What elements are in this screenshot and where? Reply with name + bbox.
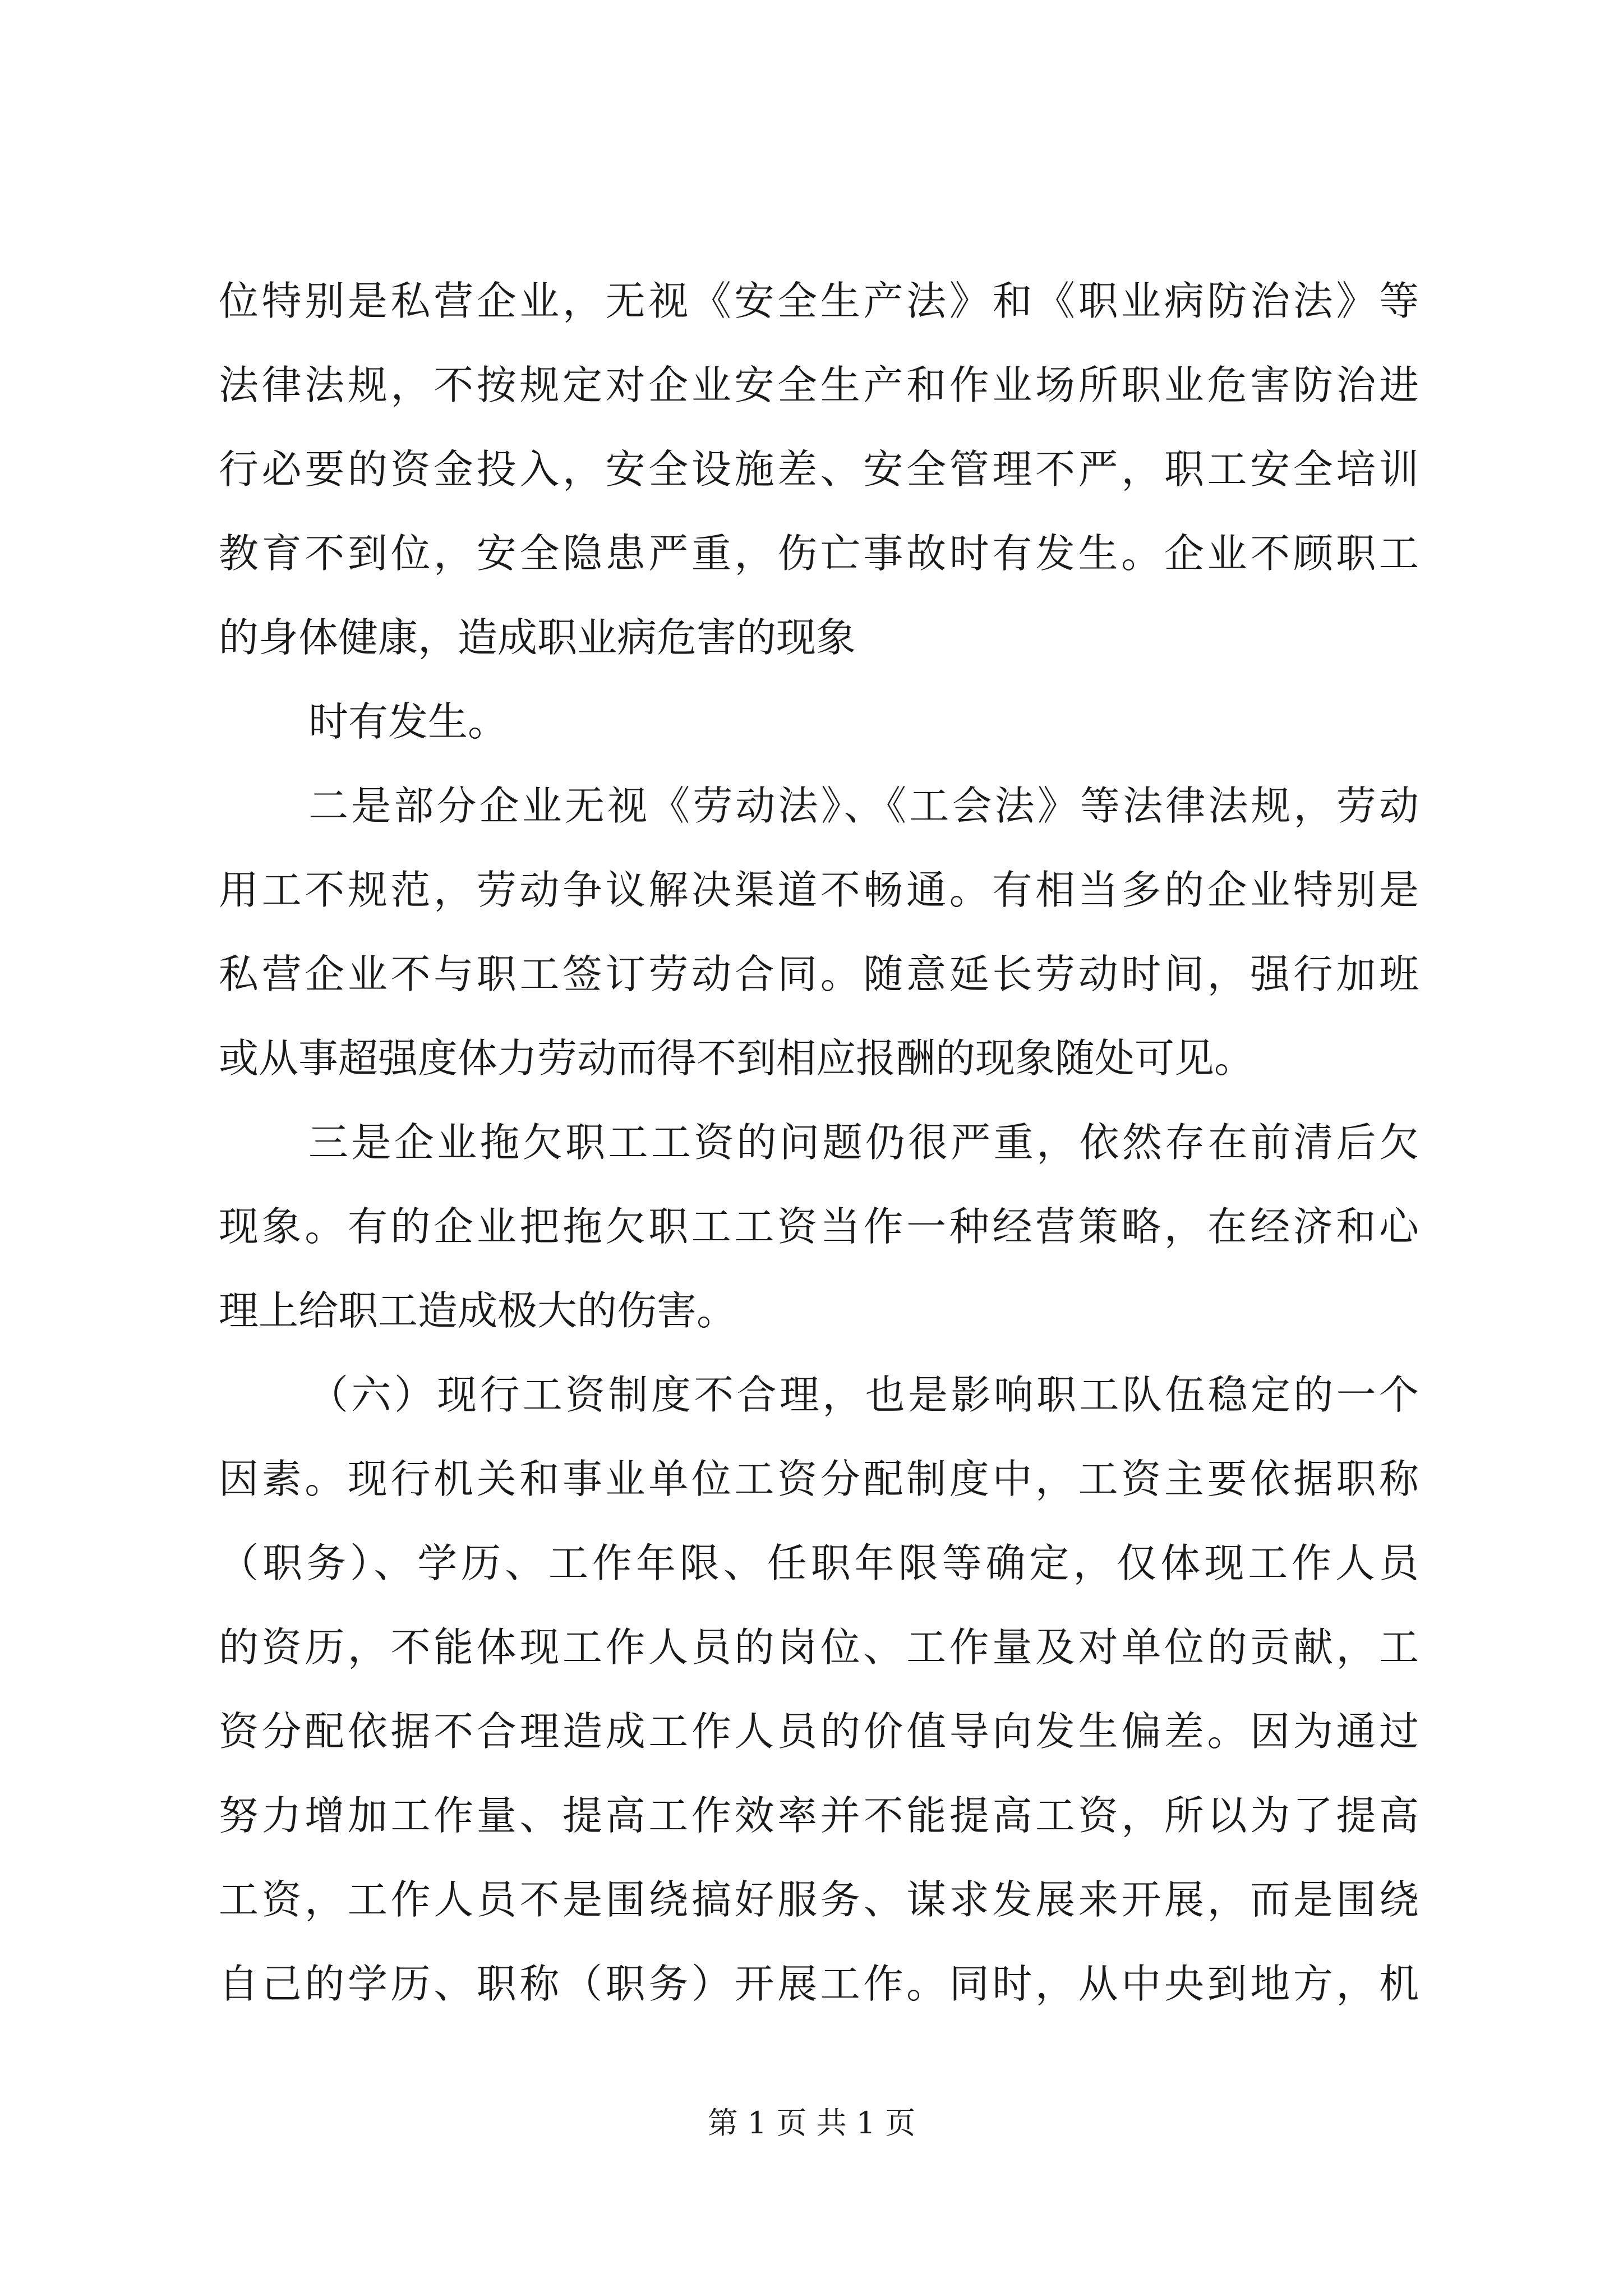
text-line: 理上给职工造成极大的伤害。 bbox=[219, 1287, 737, 1334]
text-line: 时有发生。 bbox=[308, 698, 508, 745]
text-line: 或从事超强度体力劳动而得不到相应报酬的现象随处可见。 bbox=[219, 1035, 1255, 1082]
paragraph-start-line: 三是企业拖欠职工工资的问题仍很严重，依然存在前清后欠 bbox=[308, 1119, 1419, 1166]
paragraph-start-line: （六）现行工资制度不合理，也是影响职工队伍稳定的一个 bbox=[308, 1372, 1419, 1418]
text-line: 因素。现行机关和事业单位工资分配制度中，工资主要依据职称 bbox=[219, 1456, 1419, 1502]
text-line: 的资历，不能体现工作人员的岗位、工作量及对单位的贡献，工 bbox=[219, 1624, 1419, 1671]
text-line: 用工不规范，劳动争议解决渠道不畅通。有相当多的企业特别是 bbox=[219, 867, 1419, 913]
text-line: 教育不到位，安全隐患严重，伤亡事故时有发生。企业不顾职工 bbox=[219, 530, 1419, 577]
page-footer: 第 1 页 共 1 页 bbox=[707, 2105, 916, 2141]
document-body bbox=[219, 259, 1419, 2026]
text-line: 私营企业不与职工签订劳动合同。随意延长劳动时间，强行加班 bbox=[219, 951, 1419, 997]
text-line: 努力增加工作量、提高工作效率并不能提高工资，所以为了提高 bbox=[219, 1792, 1419, 1839]
text-line: 法律法规，不按规定对企业安全生产和作业场所职业危害防治进 bbox=[219, 362, 1419, 408]
paragraph-start-line: 二是部分企业无视《劳动法》、《工会法》等法律法规，劳动 bbox=[308, 783, 1419, 829]
text-line: 现象。有的企业把拖欠职工工资当作一种经营策略，在经济和心 bbox=[219, 1203, 1419, 1250]
text-line: 的身体健康，造成职业病危害的现象 bbox=[219, 614, 856, 661]
text-line: 资分配依据不合理造成工作人员的价值导向发生偏差。因为通过 bbox=[219, 1708, 1419, 1755]
text-line: 行必要的资金投入，安全设施差、安全管理不严，职工安全培训 bbox=[219, 446, 1419, 493]
text-line: （职务）、学历、工作年限、任职年限等确定，仅体现工作人员 bbox=[219, 1540, 1419, 1586]
text-line: 工资，工作人员不是围绕搞好服务、谋求发展来开展，而是围绕 bbox=[219, 1876, 1419, 1923]
text-line: 自己的学历、职称（职务）开展工作。同时，从中央到地方，机 bbox=[219, 1961, 1419, 2007]
text-line: 位特别是私营企业，无视《安全生产法》和《职业病防治法》等 bbox=[219, 278, 1419, 324]
